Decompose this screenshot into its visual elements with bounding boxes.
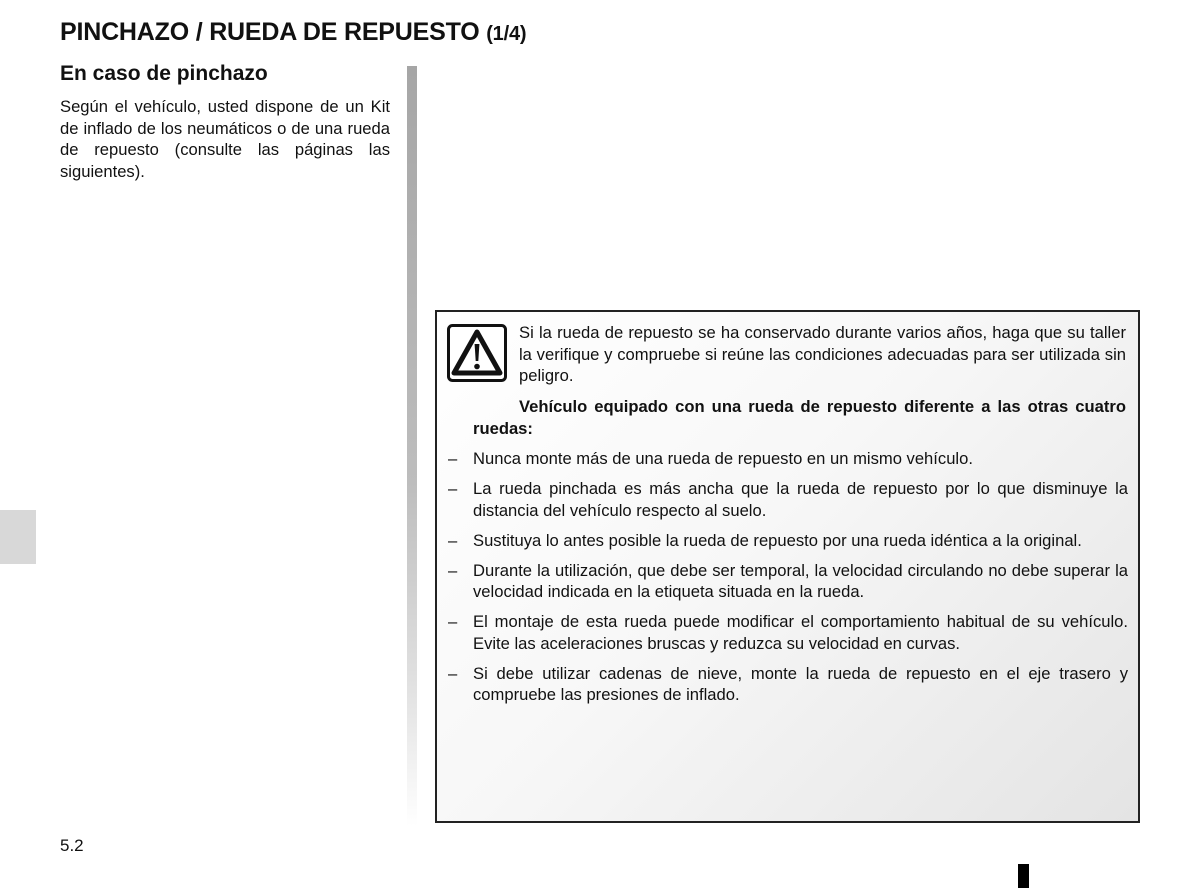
list-item-text: Nunca monte más de una rueda de repuesto en un mismo vehículo. [473,449,973,468]
bullet-dash: – [448,560,458,580]
list-item-text: El montaje de esta rueda puede modificar el comportamiento habitual de su vehículo. Evite las aceleraciones bruscas y reduzca su velocidad en curvas. [473,612,1128,653]
warning-list [448,448,1128,714]
warning-text: Si la rueda de repuesto se ha conservado durante varios años, haga que su taller la verifique y compruebe si reúne las condiciones adecuadas para ser utilizada sin peligro. [519,323,1126,385]
intro-paragraph: Según el vehículo, usted dispone de un Kit de inflado de los neumáticos o de una rueda de repuesto (consulte las páginas las siguientes). [60,97,390,181]
page-title-text: PINCHAZO / RUEDA DE REPUESTO [60,18,480,46]
bullet-dash: – [448,449,458,468]
list-item-text: Sustituya lo antes posible la rueda de repuesto por una rueda idéntica a la original. [473,530,1082,550]
bullet-dash: – [448,479,458,498]
corner-mark [1018,864,1029,888]
warning-box [435,310,1140,823]
list-item [448,560,1128,603]
bullet-dash: – [448,663,458,683]
bullet-dash: – [448,530,458,550]
page-number: 5.2 [60,836,84,855]
chapter-side-tab [0,510,36,564]
warning-triangle-icon [447,324,507,382]
list-item [448,530,1128,552]
list-item [448,448,1128,470]
page-title [60,18,526,47]
list-item-text: Durante la utilización, que debe ser temporal, la velocidad circulando no debe superar la velocidad indicada en la etiqueta situada en la rueda. [473,560,1128,601]
section-heading: En caso de pinchazo [60,62,268,85]
column-divider [407,66,417,826]
list-item [448,663,1128,706]
list-item-text: La rueda pinchada es más ancha que la rueda de repuesto por lo que disminuye la distancia del vehículo respecto al suelo. [473,479,1128,520]
bullet-dash: – [448,612,458,631]
list-item [448,611,1128,654]
warning-subheading: Vehículo equipado con una rueda de repuesto diferente a las otras cuatro ruedas: [473,397,1126,438]
list-item-text: Si debe utilizar cadenas de nieve, monte la rueda de repuesto en el eje trasero y compruebe las presiones de inflado. [473,663,1128,704]
page-counter: (1/4) [486,23,527,45]
list-item [448,478,1128,521]
